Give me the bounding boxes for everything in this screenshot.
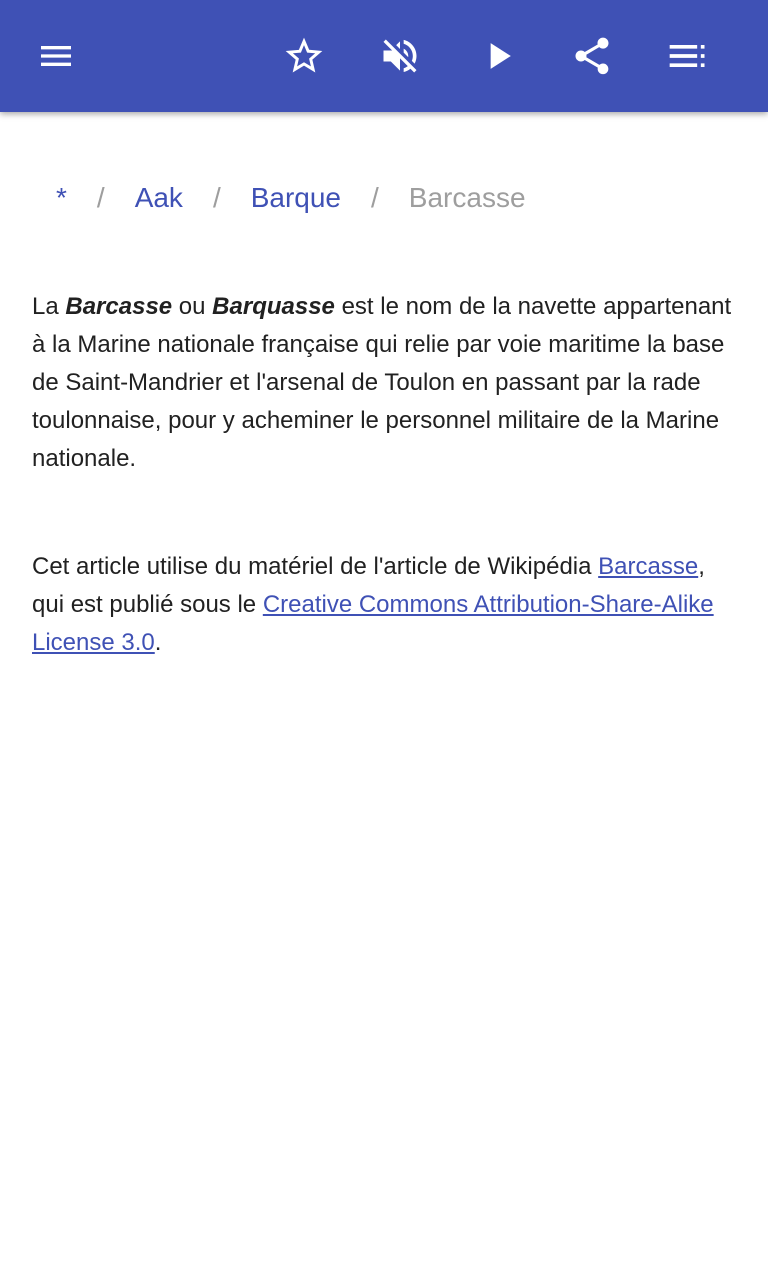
attribution-text: , qui est publié sous le bbox=[32, 553, 705, 618]
term-barquasse: Barquasse bbox=[212, 293, 335, 320]
breadcrumb-separator: / bbox=[212, 182, 221, 213]
menu-icon bbox=[36, 36, 76, 76]
breadcrumb-item-aak[interactable]: Aak bbox=[134, 182, 183, 213]
paragraph-text: est le nom de la navette appartenant à la Marine nationale française qui relie par voie maritime la base de Saint-Mandrier et l'arsenal de Toulon en passant par la rade toulonnaise, pour y acheminer le personnel militaire de la Marine nationale. bbox=[32, 293, 732, 472]
star-outline-icon bbox=[282, 34, 326, 78]
attribution-text: Cet article utilise du matériel de l'article de Wikipédia bbox=[32, 553, 599, 580]
breadcrumb-current: Barcasse bbox=[408, 182, 526, 213]
article-paragraph bbox=[32, 288, 736, 478]
play-button[interactable] bbox=[466, 24, 530, 88]
share-button[interactable] bbox=[560, 24, 624, 88]
wikipedia-article-link[interactable]: Barcasse bbox=[598, 553, 699, 580]
breadcrumb bbox=[32, 176, 526, 220]
play-icon bbox=[476, 34, 520, 78]
paragraph-text: La bbox=[32, 293, 66, 320]
license-link[interactable]: Creative Commons Attribution-Share-Alike License 3.0 bbox=[32, 591, 714, 656]
menu-button[interactable] bbox=[24, 24, 88, 88]
paragraph-text: ou bbox=[172, 293, 213, 320]
playlist-icon bbox=[666, 34, 710, 78]
share-icon bbox=[570, 34, 614, 78]
breadcrumb-separator: / bbox=[371, 182, 379, 213]
attribution-paragraph bbox=[32, 548, 736, 662]
breadcrumb-item-root[interactable]: * bbox=[56, 182, 67, 213]
contents-button[interactable] bbox=[656, 24, 720, 88]
attribution-text: . bbox=[154, 629, 162, 656]
app-toolbar bbox=[0, 0, 768, 112]
volume-off-icon bbox=[378, 34, 422, 78]
favorite-button[interactable] bbox=[272, 24, 336, 88]
mute-button[interactable] bbox=[368, 24, 432, 88]
breadcrumb-separator: / bbox=[96, 182, 105, 213]
breadcrumb-item-barque[interactable]: Barque bbox=[250, 182, 342, 213]
article-content bbox=[32, 288, 736, 662]
term-barcasse: Barcasse bbox=[65, 293, 173, 320]
